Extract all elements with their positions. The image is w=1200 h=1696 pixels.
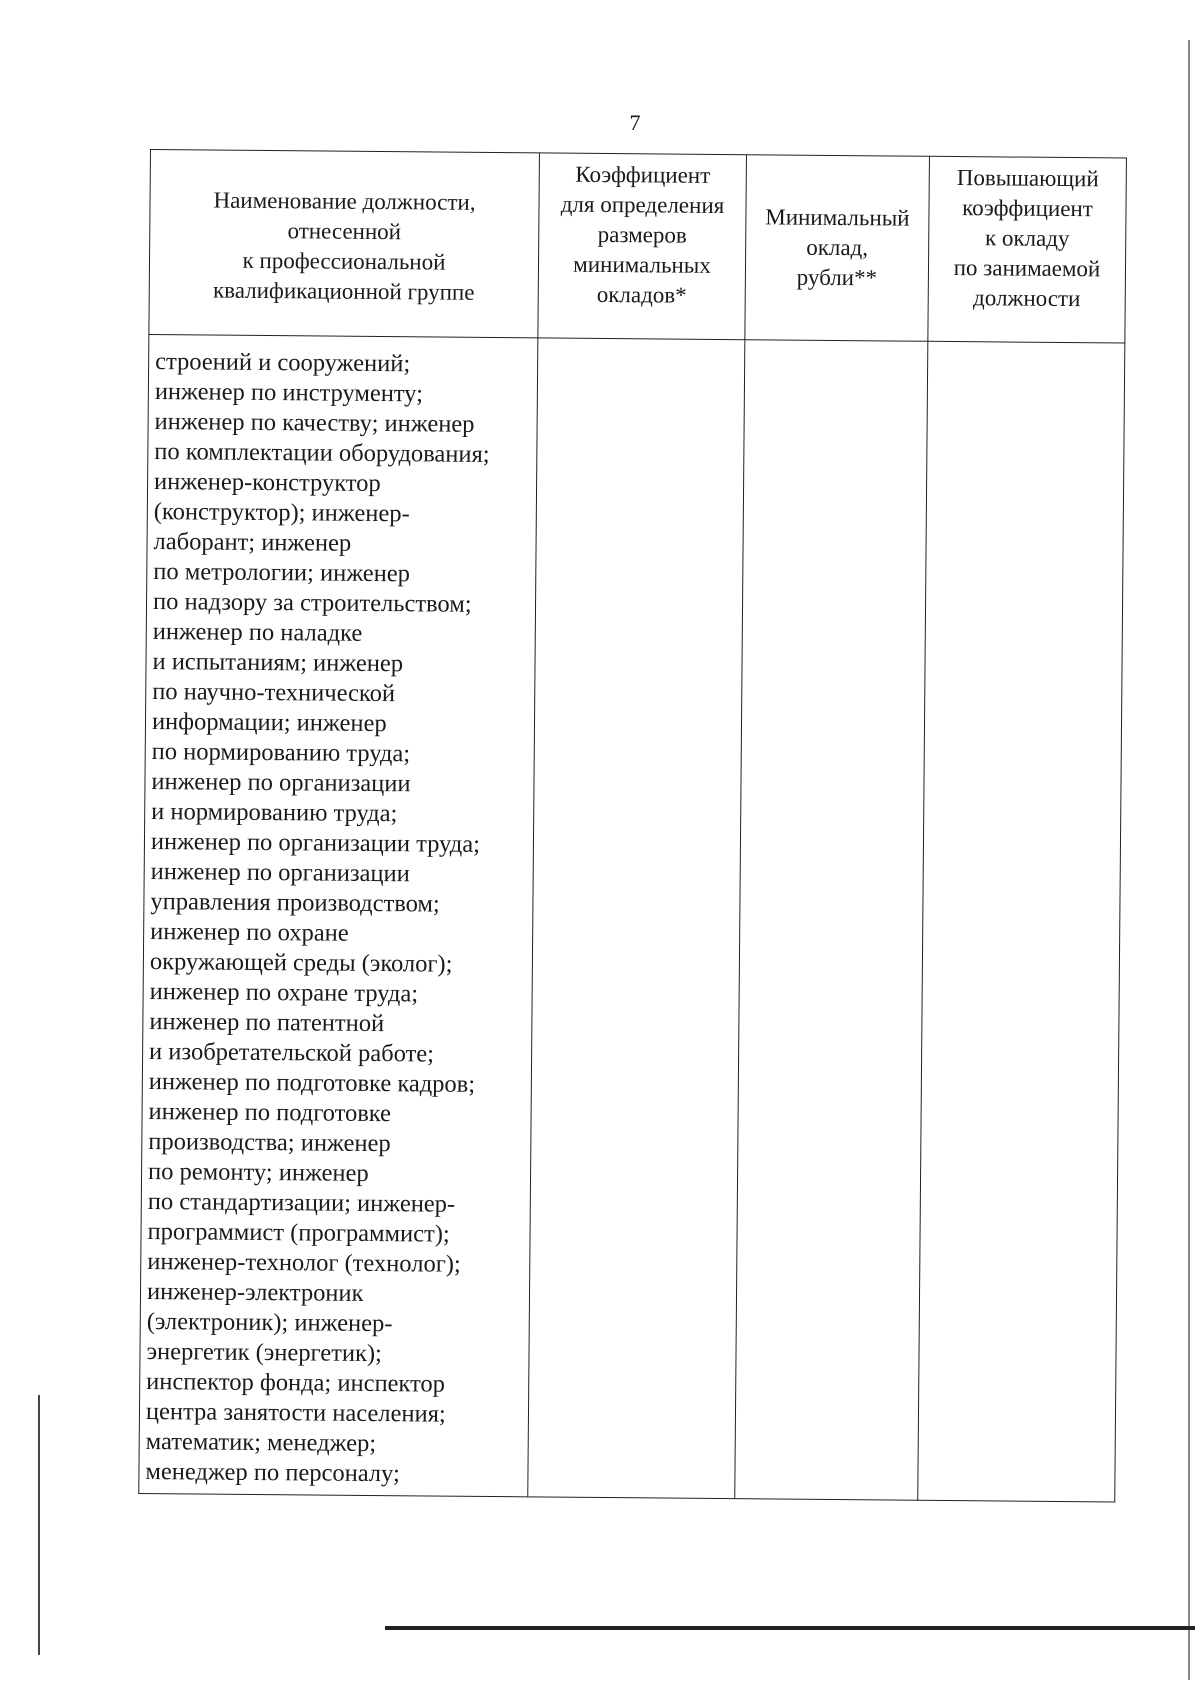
- position-line: математик; менеджер;: [145, 1428, 377, 1458]
- header-line: к окладу: [984, 225, 1070, 252]
- page-number: 7: [629, 110, 641, 135]
- header-line: по занимаемой: [953, 255, 1101, 282]
- scan-edge-line: [38, 1395, 40, 1655]
- table-row: [139, 334, 1125, 1501]
- header-position-name: [149, 150, 540, 338]
- header-line: Коэффициент: [575, 161, 711, 188]
- header-line: коэффициент: [962, 195, 1093, 222]
- header-line: для определения: [560, 191, 725, 219]
- position-line: строений и сооружений;: [155, 348, 411, 378]
- min-salary-cell: [735, 340, 928, 1501]
- position-line: (конструктор); инженер-: [153, 498, 410, 528]
- position-line: инженер-электроник: [146, 1278, 364, 1307]
- position-line: по стандартизации; инженер-: [147, 1188, 456, 1218]
- header-line: окладов*: [596, 281, 687, 308]
- position-line: инспектор фонда; инспектор: [146, 1368, 446, 1398]
- header-line: к профессиональной: [242, 247, 446, 275]
- header-line: Минимальный: [765, 204, 910, 231]
- position-line: инженер по наладке: [152, 618, 363, 647]
- position-line: производства; инженер: [148, 1128, 391, 1158]
- header-line: Повышающий: [956, 165, 1099, 192]
- position-line: и испытаниям; инженер: [152, 648, 404, 678]
- header-line: рубли**: [796, 264, 878, 291]
- header-line: оклад,: [806, 234, 869, 261]
- header-line: Наименование должности,: [213, 187, 476, 215]
- header-line: квалификационной группе: [212, 277, 475, 305]
- position-line: по комплектации оборудования;: [154, 438, 490, 468]
- position-line: по нормированию труда;: [151, 738, 411, 768]
- header-line: отнесенной: [287, 218, 402, 245]
- table-header-row: [149, 150, 1127, 344]
- scan-edge-line: [1188, 40, 1190, 1680]
- scan-edge-line: [385, 1626, 1195, 1630]
- position-line: инженер по охране труда;: [149, 978, 419, 1008]
- position-line: (электроник); инженер-: [146, 1308, 393, 1338]
- coefficient-cell: [528, 338, 745, 1499]
- position-line: и нормированию труда;: [151, 798, 398, 828]
- position-line: инженер по организации труда;: [150, 828, 481, 858]
- position-line: по научно-технической: [152, 678, 396, 708]
- position-line: по надзору за строительством;: [152, 588, 472, 618]
- position-line: инженер по подготовке: [148, 1098, 392, 1128]
- position-line: энергетик (энергетик);: [146, 1338, 383, 1368]
- position-line: центра занятости населения;: [145, 1398, 446, 1428]
- position-line: лаборант; инженер: [153, 528, 352, 557]
- position-line: информации; инженер: [151, 708, 387, 738]
- header-raising-coefficient: [928, 156, 1127, 343]
- position-line: инженер по инструменту;: [154, 378, 424, 408]
- position-line: инженер-конструктор: [153, 468, 381, 498]
- header-line: размеров: [597, 221, 687, 248]
- position-line: инженер по организации: [151, 768, 411, 798]
- header-min-salary: [745, 155, 930, 342]
- position-line: управления производством;: [150, 888, 440, 918]
- raising-coefficient-cell: [918, 341, 1125, 1502]
- position-line: по метрологии; инженер: [153, 558, 411, 588]
- position-line: инженер по подготовке кадров;: [148, 1068, 476, 1098]
- position-line: инженер-технолог (технолог);: [147, 1248, 461, 1278]
- position-line: инженер по охране: [150, 918, 349, 947]
- position-line: инженер по патентной: [149, 1008, 385, 1038]
- header-line: минимальных: [573, 251, 711, 278]
- position-line: инженер по организации: [150, 858, 410, 888]
- position-line: по ремонту; инженер: [147, 1158, 369, 1187]
- position-names-cell: [139, 334, 538, 1496]
- position-line: менеджер по персоналу;: [145, 1458, 400, 1488]
- header-line: должности: [973, 285, 1081, 312]
- position-line: программист (программист);: [147, 1218, 450, 1248]
- header-coefficient: [538, 153, 747, 340]
- position-line: и изобретательской работе;: [149, 1038, 435, 1068]
- salary-table: [138, 149, 1127, 1502]
- position-line: окружающей среды (эколог);: [149, 948, 453, 978]
- position-line: инженер по качеству; инженер: [154, 408, 475, 438]
